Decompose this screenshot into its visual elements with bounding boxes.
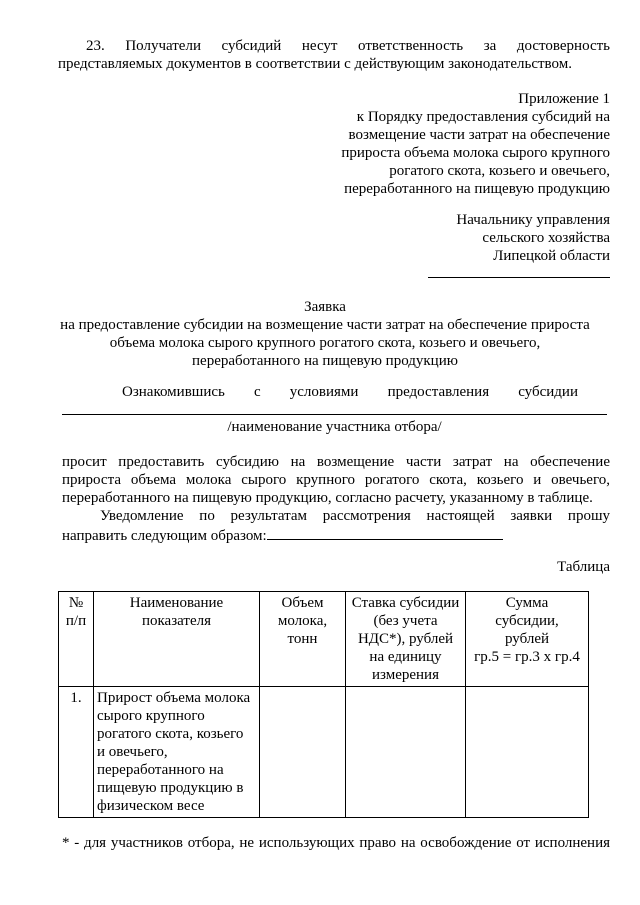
cell-number: 1. <box>59 687 94 818</box>
appendix-line: рогатого скота, козьего и овечьего, <box>389 163 610 179</box>
application-title: Заявка <box>304 299 346 315</box>
appendix-line: прироста объема молока сырого крупного <box>341 145 610 161</box>
para-23-line-2: представляемых документов в соответствии с действующим законодательством. <box>58 56 572 72</box>
header-subsidy-rate: Ставка субсидии (без учета НДС*), рублей на единицу измерения <box>346 592 466 687</box>
appendix-line: возмещение части затрат на обеспечение <box>348 127 610 143</box>
notice-line-1: Уведомление по результатам рассмотрения настоящей заявки прошу <box>100 508 610 524</box>
appendix-line: переработанного на пищевую продукцию <box>344 181 610 197</box>
table-label: Таблица <box>557 559 610 575</box>
appendix-line: к Порядку предоставления субсидий на <box>356 109 610 125</box>
addressee-block <box>310 211 610 265</box>
subsidy-table <box>58 591 589 818</box>
notice-line-2 <box>62 525 610 545</box>
notice-line-2-text: направить следующим образом: <box>62 528 267 544</box>
addressee-signature-line <box>428 277 610 278</box>
application-subtitle <box>30 316 620 370</box>
participant-name-line <box>62 414 607 415</box>
request-line-3: переработанного на пищевую продукцию, согласно расчету, указанному в таблице. <box>62 490 593 506</box>
table-header-row <box>59 592 589 687</box>
cell-subsidy-sum[interactable] <box>466 687 589 818</box>
cell-milk-volume[interactable] <box>260 687 346 818</box>
para-23-line-1: 23. Получатели субсидий несут ответственность за достоверность <box>86 38 610 54</box>
addressee-line: Начальнику управления <box>456 212 610 228</box>
subtitle-line: на предоставление субсидии на возмещение части затрат на обеспечение прироста <box>60 317 590 333</box>
notice-delivery-blank[interactable] <box>267 525 503 540</box>
header-milk-volume: Объем молока, тонн <box>260 592 346 687</box>
request-line-2: прироста объема молока сырого крупного рогатого скота, козьего и овечьего, <box>62 472 610 488</box>
header-subsidy-sum: Сумма субсидии, рублей гр.5 = гр.3 х гр.4 <box>466 592 589 687</box>
appendix-block <box>290 90 610 198</box>
footnote: * - для участников отбора, не использующих право на освобождение от исполнения <box>62 835 610 851</box>
cell-subsidy-rate[interactable] <box>346 687 466 818</box>
intro-line: Ознакомившись с условиями предоставления субсидии <box>122 384 578 400</box>
header-indicator-name: Наименование показателя <box>94 592 260 687</box>
cell-indicator-name: Прирост объема молока сырого крупного рогатого скота, козьего и овечьего, переработанного на пищевую продукцию в физическом весе <box>94 687 260 818</box>
addressee-line: Липецкой области <box>493 248 610 264</box>
appendix-line: Приложение 1 <box>518 91 610 107</box>
header-number: № п/п <box>59 592 94 687</box>
subtitle-line: переработанного на пищевую продукцию <box>192 353 458 369</box>
participant-name-caption: /наименование участника отбора/ <box>227 419 442 435</box>
request-line-1: просит предоставить субсидию на возмещение части затрат на обеспечение <box>62 454 610 470</box>
addressee-line: сельского хозяйства <box>482 230 610 246</box>
table-row <box>59 687 589 818</box>
subtitle-line: объема молока сырого крупного рогатого скота, козьего и овечьего, <box>109 335 541 351</box>
